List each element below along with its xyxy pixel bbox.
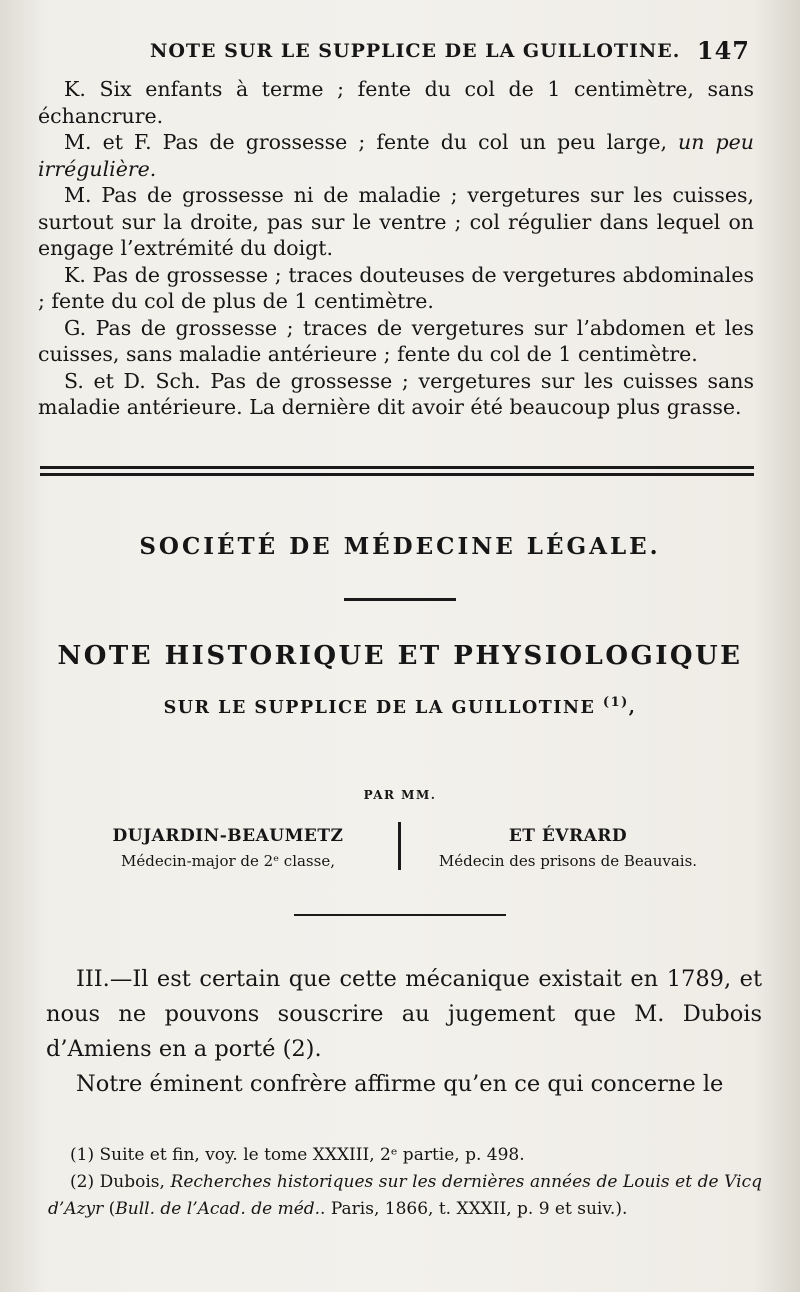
case-paragraph: S. et D. Sch. Pas de grossesse ; vergetures sur les cuisses sans maladie antérieure. La dernière dit avoir été beaucoup plus grasse. bbox=[38, 368, 754, 419]
body-text bbox=[46, 962, 762, 1102]
body-paragraph: Notre éminent confrère affirme qu’en ce qui concerne le bbox=[76, 1071, 724, 1097]
author-name: DUJARDIN-BEAUMETZ bbox=[112, 826, 344, 846]
author-2 bbox=[418, 826, 718, 870]
society-heading: SOCIÉTÉ DE MÉDECINE LÉGALE. bbox=[139, 533, 661, 560]
footnote-2: (2) Dubois, Recherches historiques sur les dernières années de Louis et de Vicq d’Azyr (Bull. de l’Acad. de méd.. Paris, 1866, t. XXXII, p. 9 et suiv.). bbox=[48, 1172, 762, 1219]
running-head-title: NOTE SUR LE SUPPLICE DE LA GUILLOTINE. bbox=[150, 40, 681, 62]
case-paragraph: K. Pas de grossesse ; traces douteuses de vergetures abdominales ; fente du col de plus de 1 centimètre. bbox=[38, 262, 754, 313]
footnote-ref: (1) bbox=[602, 695, 629, 710]
case-paragraph: G. Pas de grossesse ; traces de vergetures sur l’abdomen et les cuisses, sans maladie antérieure ; fente du col de 1 centimètre. bbox=[38, 315, 754, 366]
byline: PAR MM. bbox=[363, 788, 437, 802]
case-paragraph: K. Six enfants à terme ; fente du col de 1 centimètre, sans échancrure. bbox=[38, 77, 754, 128]
author-name: ET ÉVRARD bbox=[508, 826, 628, 846]
article-subtitle: SUR LE SUPPLICE DE LA GUILLOTINE $^{(1)}$, bbox=[163, 695, 637, 718]
author-role: Médecin des prisons de Beauvais. bbox=[438, 852, 698, 870]
section-divider bbox=[40, 466, 754, 476]
running-head bbox=[150, 38, 750, 68]
case-paragraph: M. Pas de grossesse ni de maladie ; vergetures sur les cuisses, surtout sur la droite, pas sur le ventre ; col régulier dans lequel on engage l’extrémité du doigt. bbox=[38, 183, 754, 260]
case-paragraph: M. et F. Pas de grossesse ; fente du col un peu large, un peu irrégulière. bbox=[38, 130, 754, 181]
case-list bbox=[38, 76, 754, 421]
author-separator bbox=[398, 822, 401, 870]
article-title: NOTE HISTORIQUE ET PHYSIOLOGIQUE bbox=[57, 641, 743, 671]
short-rule bbox=[344, 598, 456, 601]
body-paragraph: III.—Il est certain que cette mécanique existait en 1789, et nous ne pouvons souscrire au jugement que M. Dubois d’Amiens en a porté (2). bbox=[46, 966, 762, 1062]
author-role: Médecin-major de 2ᵉ classe, bbox=[121, 852, 335, 870]
author-1 bbox=[68, 826, 388, 870]
short-rule bbox=[294, 914, 506, 916]
footnote-1: (1) Suite et fin, voy. le tome XXXIII, 2ᵉ partie, p. 498. bbox=[70, 1145, 525, 1165]
footnotes bbox=[48, 1142, 762, 1223]
page-number: 147 bbox=[696, 36, 750, 65]
